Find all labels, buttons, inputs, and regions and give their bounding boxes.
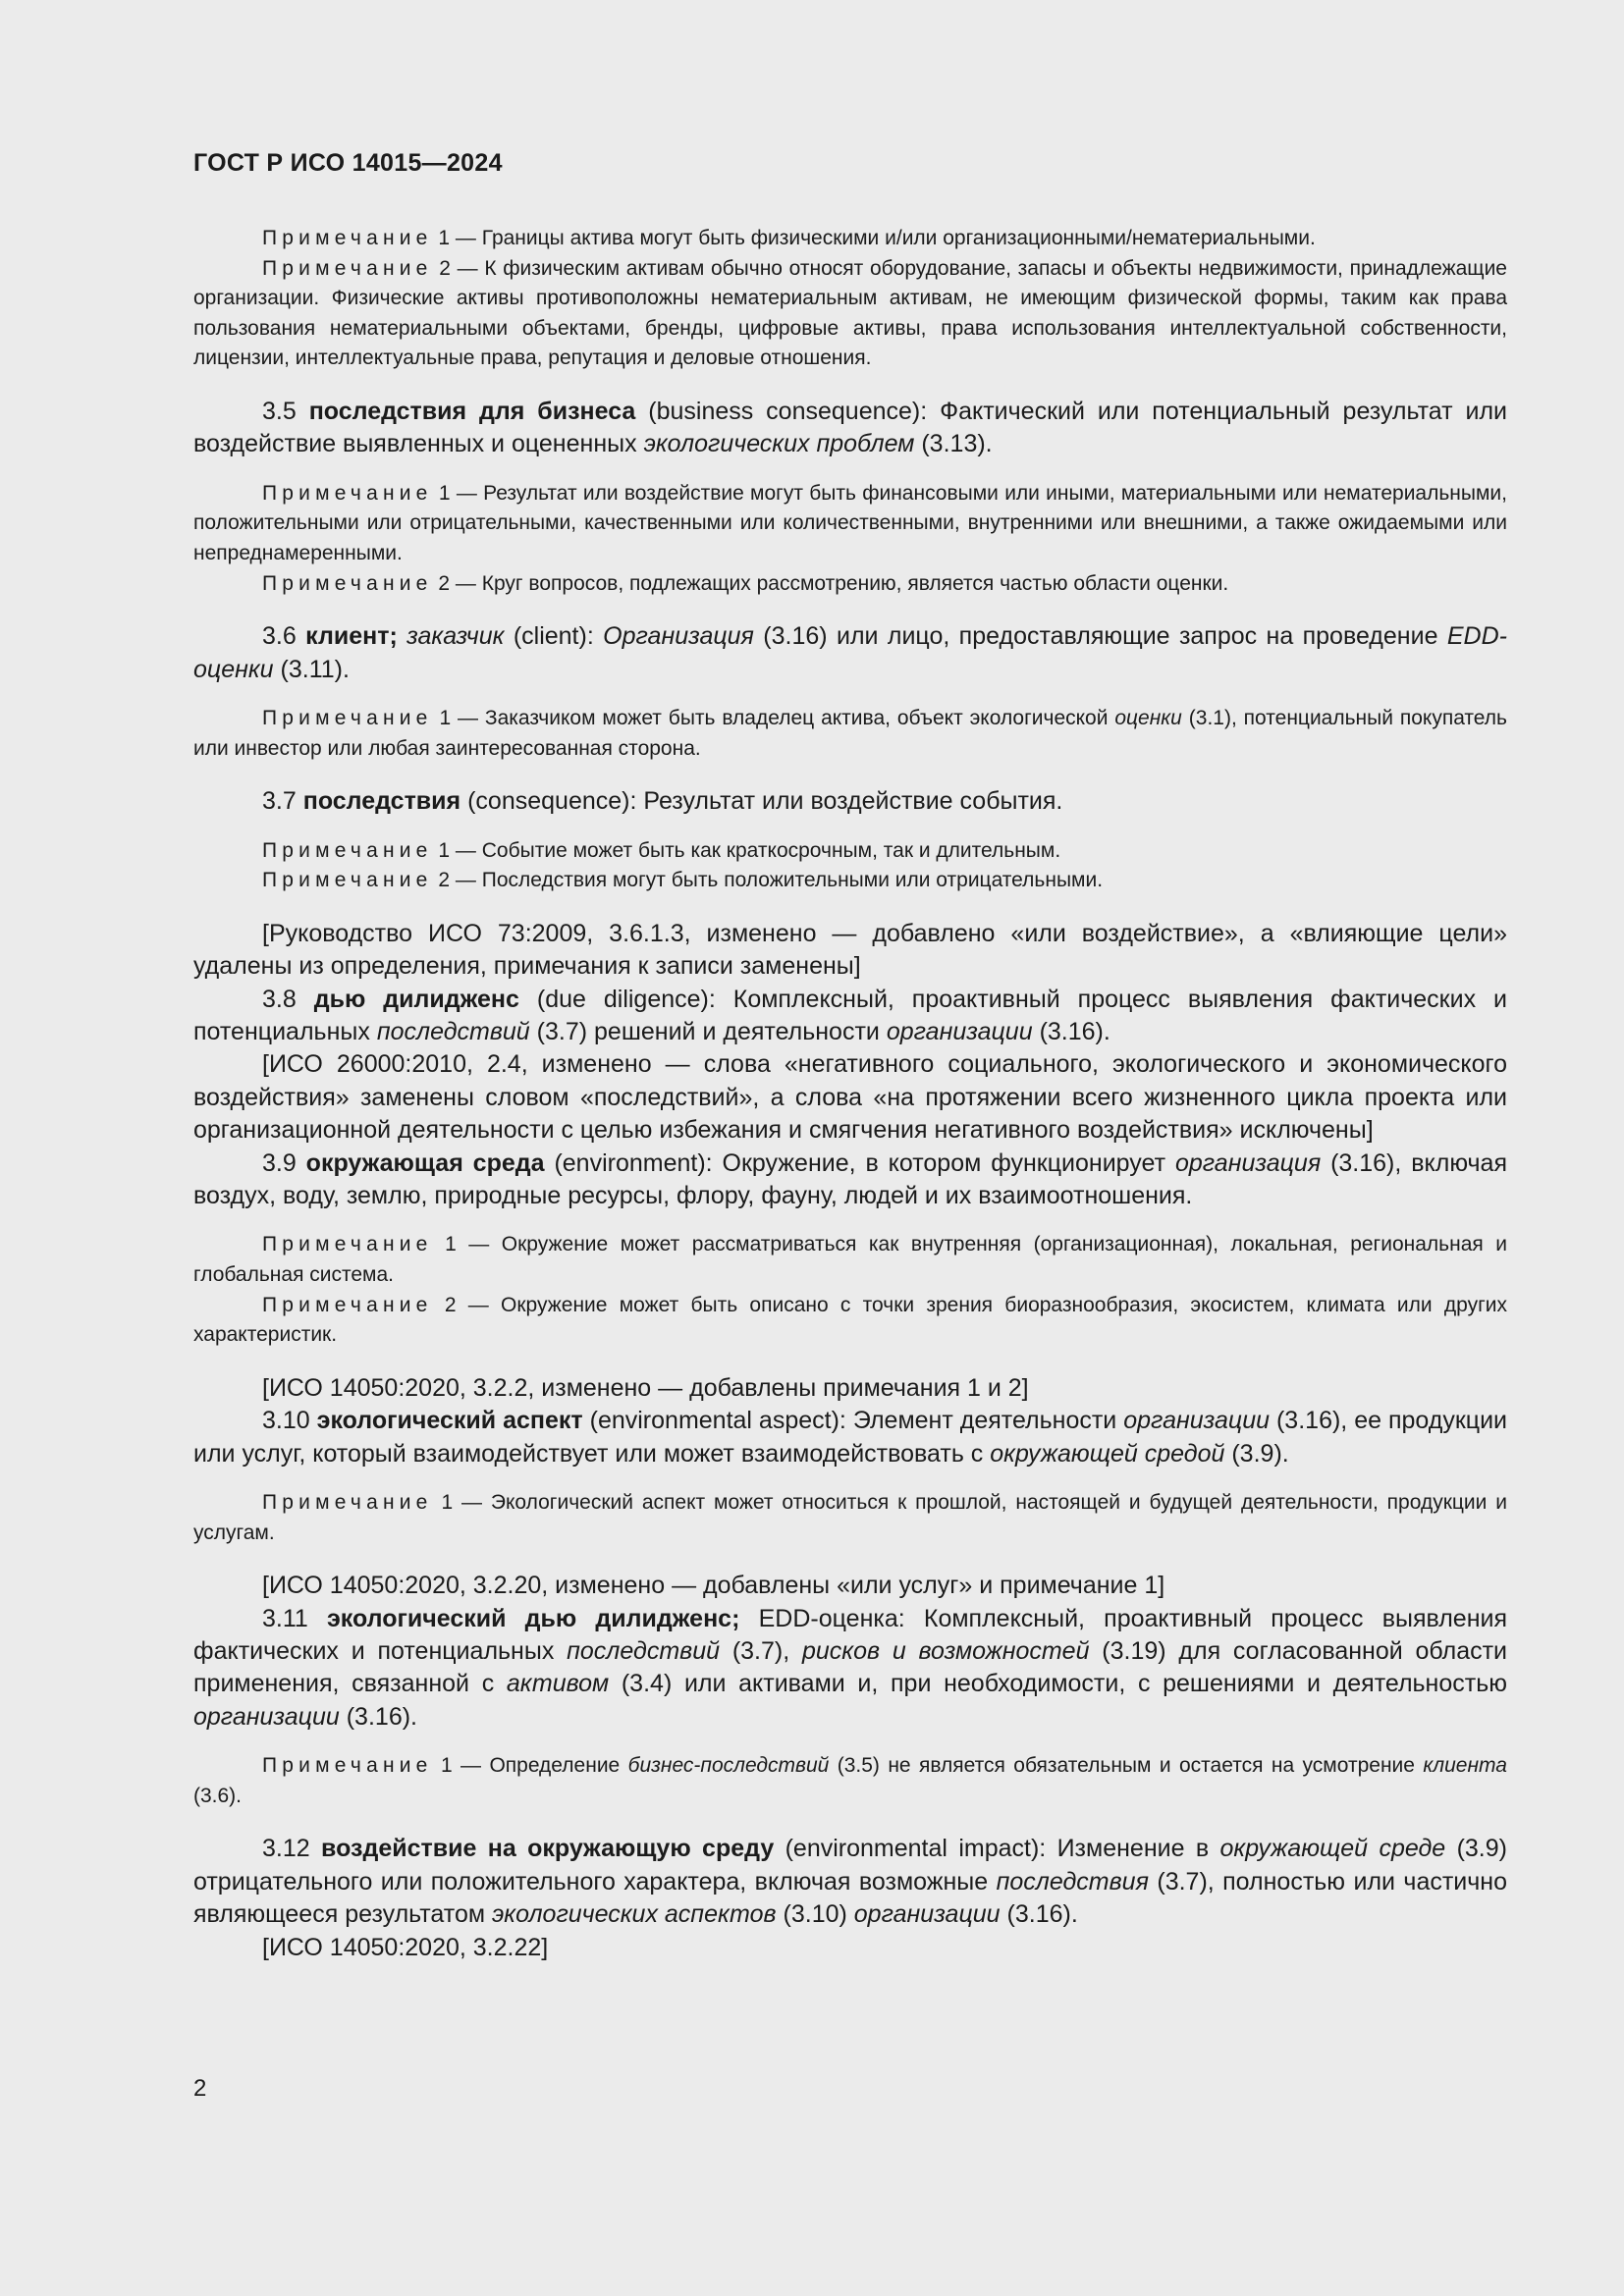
term-reference: окружающей среде (1219, 1835, 1446, 1863)
note-text: 2 — Окружение может быть описано с точки зрения биоразнообразия, экосистем, климата или других характеристик. (193, 1293, 1507, 1347)
term-definition: (3.16). (1039, 1017, 1110, 1045)
term-definition: (3.7), полностью или частично являющееся результатом (193, 1867, 1508, 1929)
note-3-4-1 (193, 224, 1507, 254)
term-3-10 (193, 1405, 1507, 1470)
term-number: 3.9 (262, 1148, 297, 1177)
source-3-10: [ИСО 14050:2020, 3.2.20, изменено — добавлены «или услуг» и примечание 1] (262, 1572, 1165, 1600)
note-3-6-1 (193, 704, 1507, 764)
term-reference: организации (886, 1017, 1033, 1045)
term-3-8 (193, 984, 1507, 1049)
term-definition: (environment): Окружение, в котором функционирует (554, 1148, 1166, 1177)
term-definition: (3.9). (1231, 1439, 1289, 1468)
term-name: экологический дью дилидженс; (327, 1604, 740, 1632)
term-definition: (3.4) или активами и, при необходимости, с решениями и деятельностью (621, 1670, 1507, 1698)
term-number: 3.10 (262, 1407, 310, 1435)
document-header: ГОСТ Р ИСО 14015—2024 (193, 149, 503, 177)
term-reference: рисков и возможностей (801, 1637, 1090, 1665)
term-name: дью дилидженс (313, 985, 519, 1013)
term-reference: организация (1174, 1148, 1322, 1177)
term-3-7 (193, 785, 1507, 818)
source-3-7: [Руководство ИСО 73:2009, 3.6.1.3, изменено — добавлено «или воздействие», а «влияющие цели» удалены из определения, примечания к записи заменены] (193, 919, 1507, 981)
note-text: 2 — Последствия могут быть положительными или отрицательными. (438, 869, 1104, 892)
term-reference: последствий (567, 1637, 721, 1665)
term-definition: (3.16) или лицо, предоставляющие запрос на проведение (763, 622, 1438, 651)
term-definition: (3.11). (280, 655, 350, 683)
term-3-6 (193, 620, 1507, 686)
source-3-12: [ИСО 14050:2020, 3.2.22] (262, 1933, 549, 1961)
term-definition: (business consequence): Фактический или потенциальный результат или воздействие выявленных и оцененных (193, 397, 1508, 458)
term-reference: бизнес-последствий (627, 1754, 830, 1778)
term-reference: оценки (1114, 706, 1182, 729)
note-3-4-2 (193, 254, 1507, 374)
term-reference: окружающей средой (990, 1439, 1225, 1468)
note-text: 1 — Заказчиком может быть владелец актива, объект экологической (439, 706, 1109, 729)
term-3-11 (193, 1603, 1507, 1735)
note-text: 1 — Определение (440, 1754, 621, 1778)
note-3-10-1 (193, 1488, 1507, 1548)
term-reference: Организация (603, 622, 754, 651)
term-definition: (3.7) решений и деятельности (536, 1017, 880, 1045)
term-3-9 (193, 1148, 1507, 1213)
term-definition: (environmental impact): Изменение в (785, 1835, 1210, 1863)
note-label: Примечание (262, 1233, 433, 1256)
note-3-7-1 (193, 836, 1507, 867)
term-reference: организации (1123, 1407, 1271, 1435)
term-definition: (3.16). (346, 1702, 417, 1731)
term-reference: EDD-оценки (193, 622, 1507, 683)
term-reference: организации (193, 1702, 340, 1731)
term-definition: (3.13). (921, 430, 993, 458)
page-number: 2 (193, 2075, 207, 2102)
term-name: последствия (302, 787, 461, 816)
term-number: 3.7 (262, 787, 297, 816)
term-name: воздействие на окружающую среду (321, 1835, 775, 1863)
note-3-7-2 (193, 866, 1507, 896)
term-number: 3.5 (262, 397, 297, 425)
term-number: 3.8 (262, 985, 297, 1013)
term-definition: (due diligence): Комплексный, проактивный процесс выявления фактических и потенциальных (193, 985, 1507, 1045)
note-3-9-1 (193, 1230, 1507, 1290)
term-reference: экологических аспектов (492, 1900, 777, 1929)
source-3-8: [ИСО 26000:2010, 2.4, изменено — слова «негативного социального, экологического и экономического воздействия» заменены словом «последствий», а слова «на протяжении всего жизненного цикла проекта или организационной деятельности с целью избежания и смягчения негативного воздействия» исключены] (193, 1050, 1507, 1145)
term-name: последствия для бизнеса (308, 397, 636, 425)
note-text: 2 — К физическим активам обычно относят оборудование, запасы и объекты недвижимости, принадлежащие организации. Физические активы противоположны нематериальным активам, не имеющим физической формы, таким как права пользования нематериальными объектами, бренды, цифровые активы, права использования интеллектуальной собственности, лицензии, интеллектуальные права, репутация и деловые отношения. (193, 256, 1507, 370)
term-number: 3.11 (262, 1604, 308, 1632)
note-label: Примечание (262, 227, 433, 249)
term-definition: (3.9) отрицательного или положительного характера, включая возможные (193, 1835, 1507, 1896)
term-definition: (3.19) для согласованной области применения, связанной с (193, 1637, 1508, 1698)
term-definition: (environmental aspect): Элемент деятельности (589, 1407, 1117, 1435)
term-name: окружающая среда (305, 1148, 545, 1177)
note-label: Примечание (262, 256, 433, 280)
note-label: Примечание (262, 1293, 433, 1316)
note-text: 1 — Событие может быть как краткосрочным, так и длительным. (438, 838, 1061, 862)
note-text: 1 — Окружение может рассматриваться как внутренняя (организационная), локальная, региональная и глобальная система. (193, 1233, 1507, 1286)
note-3-9-2 (193, 1291, 1507, 1351)
term-name: экологический аспект (316, 1407, 583, 1435)
note-text: (3.6). (193, 1784, 243, 1807)
note-text: 2 — Круг вопросов, подлежащих рассмотрению, является частью области оценки. (438, 571, 1229, 595)
term-reference: экологических проблем (643, 430, 915, 458)
note-label: Примечание (262, 838, 433, 862)
term-definition: (3.16). (1006, 1900, 1078, 1929)
term-name-alt: заказчик (406, 622, 505, 651)
term-definition: EDD-оценка: Комплексный, проактивный процесс выявления фактических и потенциальных (193, 1604, 1507, 1665)
document-body (193, 224, 1507, 1964)
term-name: клиент; (305, 622, 398, 651)
term-definition: (consequence): Результат или воздействие события. (467, 787, 1063, 816)
note-text: 1 — Результат или воздействие могут быть финансовыми или иными, материальными или нематериальными, положительными или отрицательными, качественными или количественными, внутренними или внешними, а также ожидаемыми или непреднамеренными. (193, 481, 1508, 564)
term-number: 3.6 (262, 622, 297, 651)
note-text: (3.1), потенциальный покупатель или инвестор или любая заинтересованная сторона. (193, 706, 1507, 760)
note-text: 1 — Границы актива могут быть физическими и/или организационными/нематериальными. (438, 227, 1316, 249)
term-definition: (3.16), включая воздух, воду, землю, природные ресурсы, флору, фауну, людей и их взаимоотношения. (193, 1148, 1507, 1209)
term-number: 3.12 (262, 1835, 310, 1863)
term-definition: (3.16), ее продукции или услуг, который взаимодействует или может взаимодействовать с (193, 1407, 1508, 1468)
note-3-5-2 (193, 569, 1507, 600)
term-3-5 (193, 396, 1507, 461)
note-label: Примечание (262, 869, 433, 892)
term-definition: (client): (513, 622, 594, 651)
note-text: (3.5) не является обязательным и остается на усмотрение (837, 1754, 1415, 1778)
term-reference: клиента (1423, 1754, 1507, 1778)
note-label: Примечание (262, 571, 433, 595)
note-label: Примечание (262, 1491, 433, 1514)
note-label: Примечание (262, 706, 433, 729)
term-reference: организации (853, 1900, 1001, 1929)
note-3-11-1 (193, 1751, 1507, 1811)
term-reference: последствия (996, 1867, 1149, 1896)
note-label: Примечание (262, 1754, 433, 1778)
term-reference: последствий (376, 1017, 530, 1045)
term-definition: (3.10) (783, 1900, 847, 1929)
source-3-9: [ИСО 14050:2020, 3.2.2, изменено — добавлены примечания 1 и 2] (262, 1373, 1029, 1402)
term-definition: (3.7), (731, 1637, 790, 1665)
term-reference: активом (506, 1670, 610, 1698)
note-label: Примечание (262, 481, 433, 505)
term-3-12 (193, 1833, 1507, 1931)
note-3-5-1 (193, 479, 1507, 569)
note-text: 1 — Экологический аспект может относиться к прошлой, настоящей и будущей деятельности, продукции и услугам. (193, 1491, 1507, 1544)
